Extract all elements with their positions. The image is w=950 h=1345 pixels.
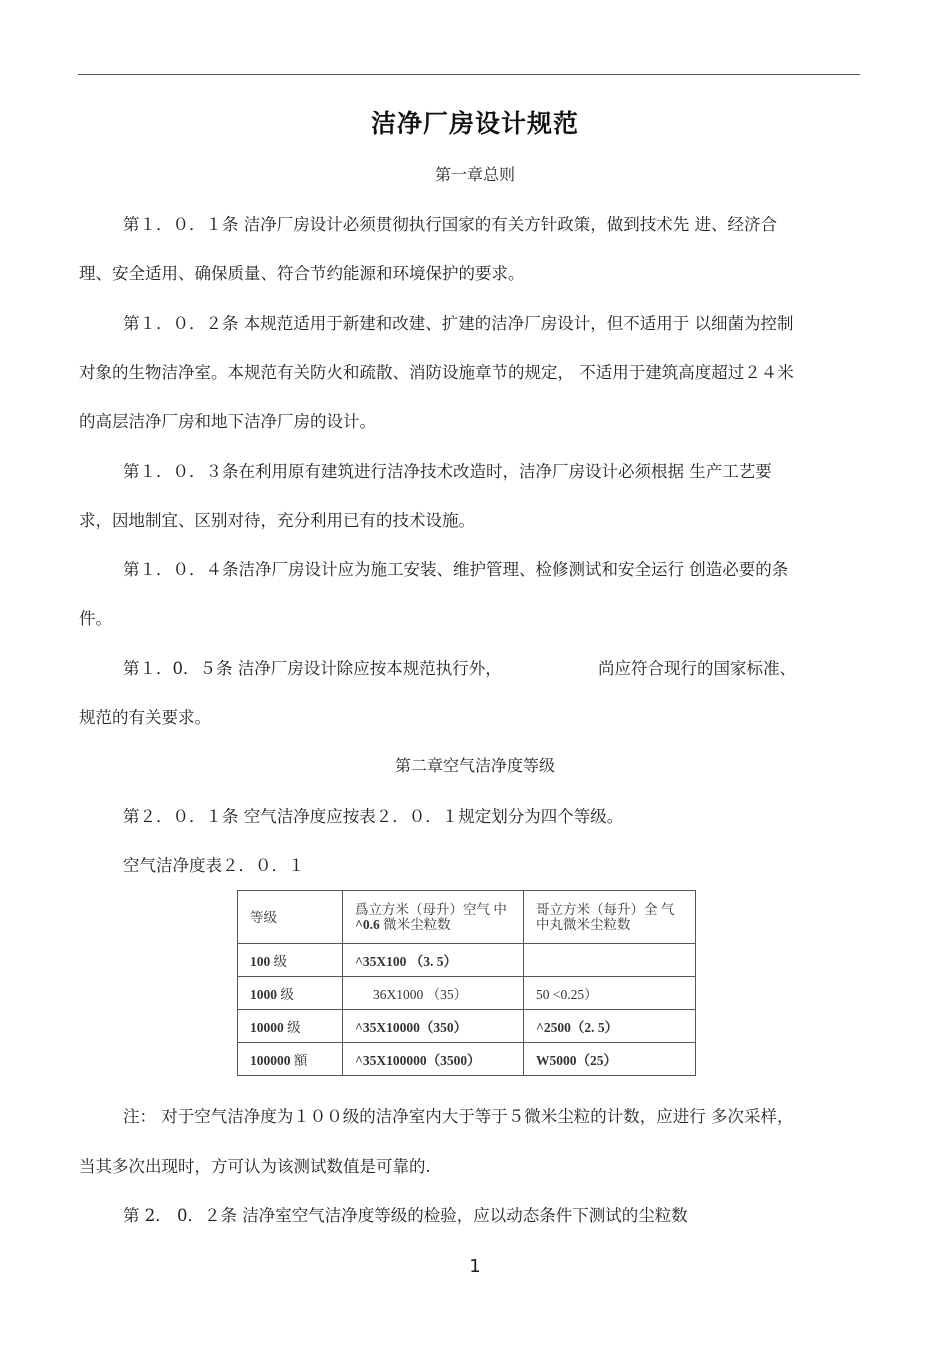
count-5-cell — [524, 944, 696, 977]
header-grade: 等级 — [238, 891, 343, 944]
count-0-5-cell: 36X1000 （35） — [343, 977, 524, 1010]
chapter-2-heading: 第二章空气洁净度等级 — [394, 756, 555, 775]
count-5-cell: ^2500（2. 5） — [524, 1010, 696, 1043]
clause-1-0-5-line-1b: 尚应符合现行的国家标准、 — [598, 659, 796, 678]
grade-cell: 100000 額 — [238, 1043, 343, 1076]
clause-1-0-2-line-2: 对象的生物洁净室。本规范有关防火和疏散、消防设施章节的规定， 不适用于建筑高度超过２４米 — [79, 363, 794, 382]
count-0-5-cell: ^35X100000（3500） — [343, 1043, 524, 1076]
clause-2-0-2: 第 2． 0．２条 洁净室空气洁净度等级的检验，应以动态条件下测试的尘粒数 — [123, 1206, 688, 1225]
grade-cell: 10000 级 — [238, 1010, 343, 1043]
grade-cell: 100 级 — [238, 944, 343, 977]
clause-1-0-1-line-2: 理、安全适用、确保质量、符合节约能源和环境保护的要求。 — [79, 264, 525, 283]
clause-1-0-3-line-1: 第１．０．３条在利用原有建筑进行洁净技术改造时，洁净厂房设计必须根据 生产工艺要 — [123, 462, 772, 481]
count-5-cell: W5000（25） — [524, 1043, 696, 1076]
clause-1-0-4-line-2: 件。 — [79, 609, 112, 628]
clause-1-0-2-line-3: 的高层洁净厂房和地下洁净厂房的设计。 — [79, 412, 376, 431]
clause-1-0-5-line-1a: 第１．0．５条 洁净厂房设计除应按本规范执行外， — [123, 659, 502, 678]
count-5-cell: 50 <0.25） — [524, 977, 696, 1010]
clause-2-0-1: 第２．０．１条 空气洁净度应按表２．０．１规定划分为四个等级。 — [123, 807, 624, 826]
clause-1-0-5-line-2: 规范的有关要求。 — [79, 708, 211, 727]
table-row — [238, 977, 696, 1010]
table-caption: 空气洁净度表２．０．１ — [123, 856, 305, 875]
note-line-1: 注： 对于空气洁净度为１００级的洁净室内大于等于５微米尘粒的计数，应进行 多次采样， — [123, 1107, 794, 1126]
clause-1-0-4-line-1: 第１．０．４条洁净厂房设计应为施工安装、维护管理、检修测试和安全运行 创造必要的条 — [123, 560, 789, 579]
page-number: 1 — [469, 1256, 481, 1277]
header-5-micron: 哥立方米（每升）全 气 中丸微米尘粒数 — [524, 891, 696, 944]
clause-1-0-1-line-1: 第１．０．１条 洁净厂房设计必须贯彻执行国家的有关方针政策，做到技术先 进、经济合 — [123, 215, 777, 234]
table-row — [238, 1010, 696, 1043]
cleanliness-table — [237, 890, 696, 1076]
document-title: 洁净厂房设计规范 — [370, 109, 579, 138]
count-0-5-cell: ^35X100 （3. 5） — [343, 944, 524, 977]
count-0-5-cell: ^35X10000（350） — [343, 1010, 524, 1043]
header-rule — [78, 74, 860, 75]
header-0-5-micron: 爲立方米（母升）空气 中 ^0.6 微米尘粒数 — [343, 891, 524, 944]
chapter-1-heading: 第一章总则 — [434, 165, 515, 184]
table-row — [238, 1043, 696, 1076]
clause-1-0-2-line-1: 第１．０．２条 本规范适用于新建和改建、扩建的洁净厂房设计，但不适用于 以细菌为控制 — [123, 314, 794, 333]
grade-cell: 1000 级 — [238, 977, 343, 1010]
note-line-2: 当其多次出现时，方可认为该测试数值是可靠的. — [79, 1157, 431, 1176]
table-header-row — [238, 891, 696, 944]
clause-1-0-3-line-2: 求，因地制宜、区别对待，充分利用已有的技术设施。 — [79, 511, 475, 530]
table-row — [238, 944, 696, 977]
